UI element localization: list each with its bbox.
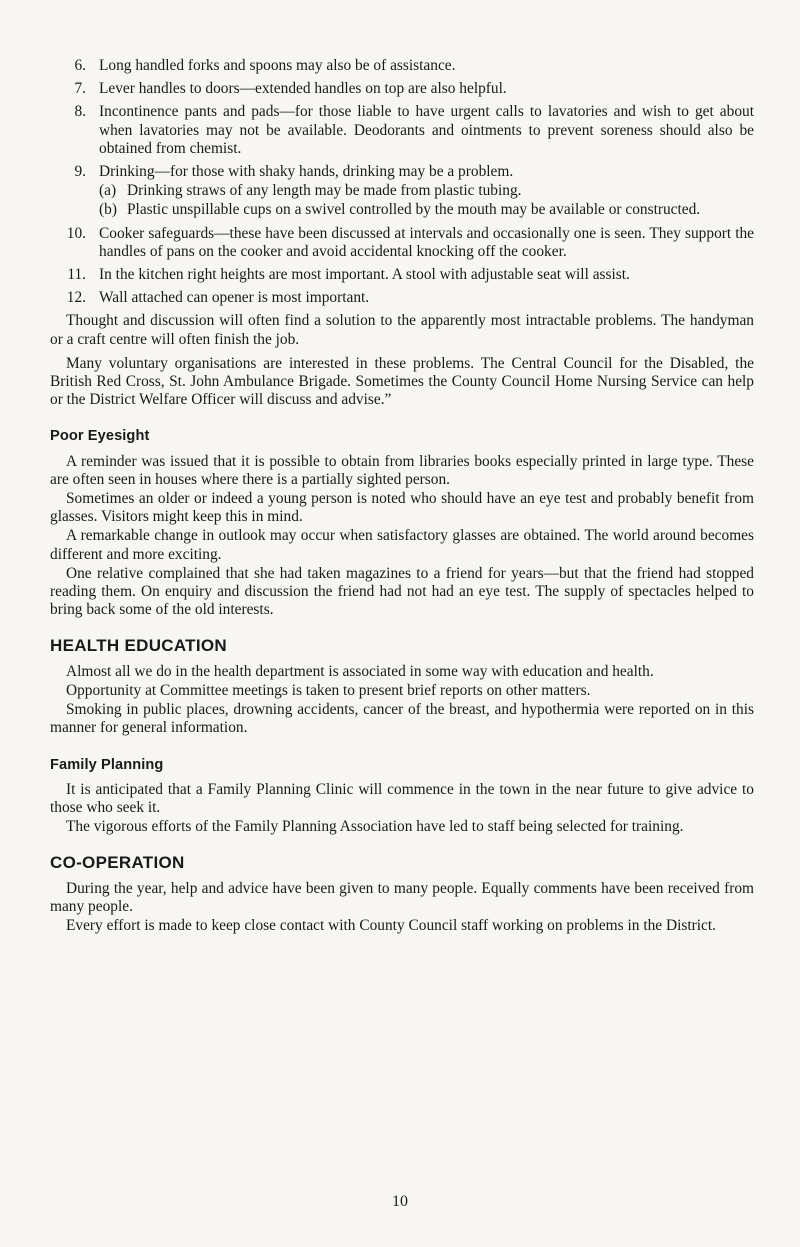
sub-item-label: (a): [99, 182, 117, 200]
paragraph: A reminder was issued that it is possible to obtain from libraries books especially printed in large type. These are often seen in houses where there is a partially sighted person.: [50, 452, 754, 488]
item-number: 9.: [74, 163, 86, 181]
item-number: 7.: [74, 80, 86, 98]
list-item: [50, 103, 754, 158]
item-text: Wall attached can opener is most important.: [99, 289, 370, 307]
paragraph: Opportunity at Committee meetings is taken to present brief reports on other matters.: [66, 681, 591, 699]
item-number: 12.: [66, 289, 86, 307]
section-heading-poor-eyesight: Poor Eyesight: [50, 428, 150, 445]
section-heading-co-operation: CO-OPERATION: [50, 853, 185, 873]
intro-paragraph: Many voluntary organisations are interested in these problems. The Central Council for the Disabled, the British Red Cross, St. John Ambulance Brigade. Sometimes the County Council Home Nursing Service can help or the District Welfare Officer will discuss and advise.”: [50, 354, 754, 409]
paragraph: During the year, help and advice have been given to many people. Equally comments have been received from many people.: [50, 879, 754, 915]
item-text: Cooker safeguards—these have been discussed at intervals and occasionally one is seen. They support the handles of pans on the cooker and avoid accidental knocking off the cooker.: [99, 224, 754, 260]
list-item: [50, 57, 754, 75]
paragraph: Smoking in public places, drowning accidents, cancer of the breast, and hypothermia were reported on in this manner for general information.: [50, 701, 754, 737]
section-heading-family-planning: Family Planning: [50, 756, 164, 773]
item-text: Incontinence pants and pads—for those liable to have urgent calls to lavatories and wish to get about when lavatories may not be available. Deodorants and ointments to prevent soreness should also be obtained from chemist.: [99, 103, 754, 157]
sub-item-text: Plastic unspillable cups on a swivel controlled by the mouth may be available or constructed.: [127, 201, 701, 219]
list-item: [50, 163, 754, 220]
page-content: [50, 57, 754, 936]
item-number: 10.: [66, 224, 86, 242]
sub-item: [99, 182, 754, 200]
item-number: 6.: [74, 57, 86, 74]
list-item: [50, 225, 754, 261]
paragraph: A remarkable change in outlook may occur when satisfactory glasses are obtained. The world around becomes different and more exciting.: [50, 527, 754, 563]
paragraph: It is anticipated that a Family Planning Clinic will commence in the town in the near future to give advice to those who seek it.: [50, 780, 754, 816]
list-item: [50, 80, 754, 98]
paragraph: Every effort is made to keep close contact with County Council staff working on problems in the District.: [66, 916, 716, 934]
item-number: 11.: [67, 266, 86, 284]
item-number: 8.: [74, 103, 86, 121]
paragraph: Sometimes an older or indeed a young person is noted who should have an eye test and probably benefit from glasses. Visitors might keep this in mind.: [50, 490, 754, 526]
item-text: Drinking—for those with shaky hands, drinking may be a problem.: [99, 163, 514, 181]
sub-item-text: Drinking straws of any length may be made from plastic tubing.: [127, 182, 522, 200]
list-item: [50, 266, 754, 284]
paragraph: One relative complained that she had taken magazines to a friend for years—but that the friend had stopped reading them. On enquiry and discussion the friend had not had an eye test. The supply of spectacles helped to bring back some of the old interests.: [50, 564, 754, 619]
intro-paragraph: Thought and discussion will often find a solution to the apparently most intractable problems. The handyman or a craft centre will often finish the job.: [50, 312, 754, 348]
list-item: [50, 289, 754, 307]
item-text: Lever handles to doors—extended handles on top are also helpful.: [99, 80, 507, 98]
item-text: In the kitchen right heights are most important. A stool with adjustable seat will assist.: [99, 266, 630, 284]
paragraph: The vigorous efforts of the Family Planning Association have led to staff being selected for training.: [66, 818, 684, 836]
paragraph: Almost all we do in the health department is associated in some way with education and health.: [66, 662, 654, 680]
sub-item: [99, 201, 754, 219]
item-text: Long handled forks and spoons may also be of assistance.: [99, 57, 456, 74]
section-heading-health-education: HEALTH EDUCATION: [50, 636, 227, 656]
sub-item-label: (b): [99, 201, 117, 219]
page-number: 10: [392, 1193, 408, 1210]
numbered-list: [50, 57, 754, 307]
